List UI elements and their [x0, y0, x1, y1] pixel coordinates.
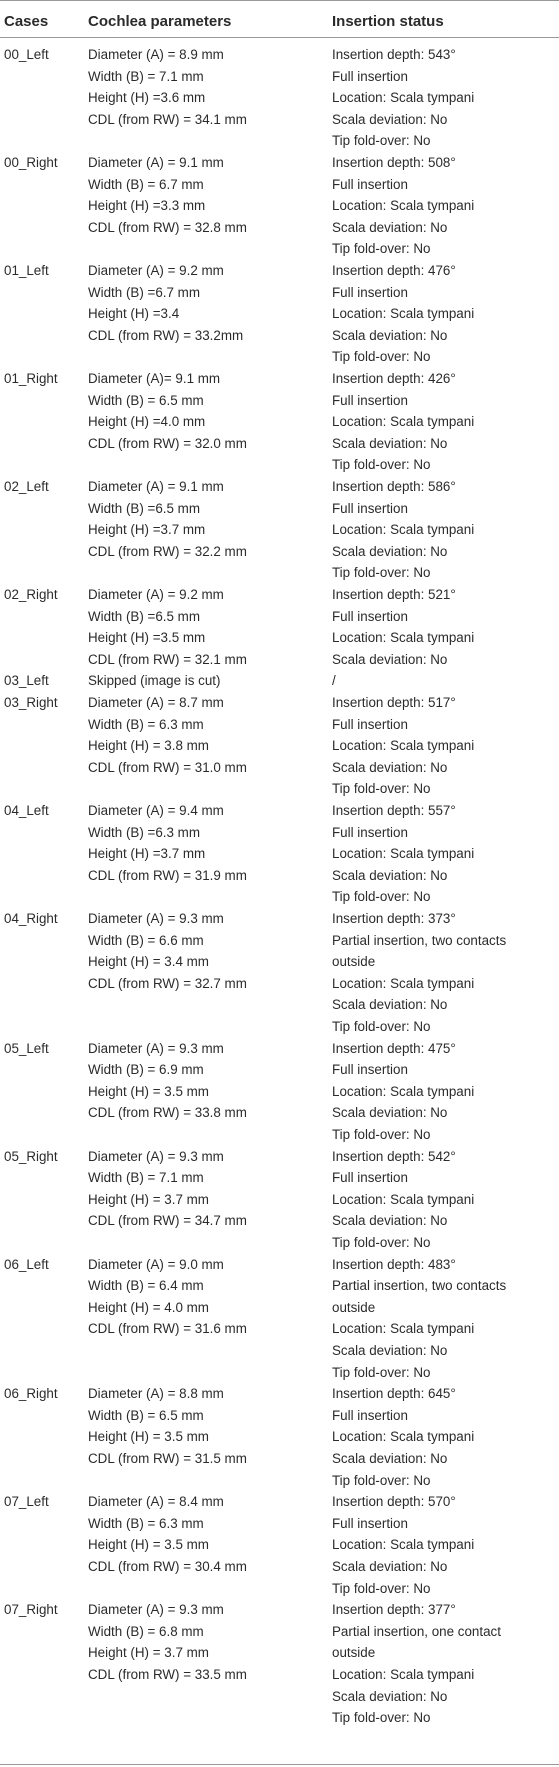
status-line: Scala deviation: No [332, 1688, 448, 1704]
table-row [0, 670, 559, 692]
status-line: Scala deviation: No [332, 1450, 448, 1466]
cochlea-parameters-cell [88, 908, 247, 994]
status-line: Tip fold-over: No [332, 1126, 431, 1142]
table-row [0, 1383, 559, 1491]
insertion-status-cell [332, 1491, 474, 1599]
parameter-line: Width (B) = 6.3 mm [88, 1515, 204, 1531]
parameter-line: CDL (from RW) = 33.2mm [88, 327, 244, 343]
case-cell [4, 1038, 49, 1060]
parameter-line: CDL (from RW) = 32.0 mm [88, 435, 247, 451]
parameter-line: Width (B) = 6.5 mm [88, 392, 204, 408]
status-line: Tip fold-over: No [332, 1472, 431, 1488]
status-line: Insertion depth: 377° [332, 1602, 456, 1618]
parameter-line: Width (B) =6.5 mm [88, 608, 200, 624]
status-line: Full insertion [332, 500, 408, 516]
parameter-line: Height (H) =3.4 [88, 306, 180, 322]
case-cell [4, 44, 49, 66]
status-line: Full insertion [332, 716, 408, 732]
parameter-line: Diameter (A)= 9.1 mm [88, 371, 221, 386]
case-label: 02_Left [4, 479, 49, 494]
parameter-line: CDL (from RW) = 31.9 mm [88, 867, 247, 883]
parameter-line: CDL (from RW) = 32.8 mm [88, 219, 247, 235]
insertion-status-cell [332, 476, 474, 584]
parameter-line: CDL (from RW) = 32.7 mm [88, 975, 247, 991]
insertion-status-cell [332, 670, 336, 692]
case-label: 00_Left [4, 47, 49, 62]
status-line: Tip fold-over: No [332, 457, 431, 473]
case-label: 06_Right [4, 1386, 58, 1402]
cochlea-parameters-cell [88, 1038, 247, 1124]
case-cell [4, 670, 49, 692]
parameter-line: Height (H) =3.7 mm [88, 846, 206, 862]
parameter-line: Width (B) = 6.5 mm [88, 1407, 204, 1423]
parameter-line: Width (B) = 6.9 mm [88, 1062, 204, 1078]
insertion-status-cell [332, 1383, 474, 1491]
parameter-line: Width (B) = 7.1 mm [88, 1170, 204, 1186]
status-line: Scala deviation: No [332, 219, 448, 235]
table-row [0, 1599, 559, 1729]
parameter-line: Diameter (A) = 9.0 mm [88, 1256, 224, 1272]
cochlea-parameters-cell [88, 1254, 247, 1340]
parameter-line: Diameter (A) = 8.8 mm [88, 1386, 224, 1402]
status-line: Tip fold-over: No [332, 565, 431, 581]
parameter-line: Diameter (A) = 9.3 mm [88, 1040, 224, 1056]
case-label: 04_Right [4, 910, 58, 926]
parameter-line: Width (B) = 6.6 mm [88, 932, 204, 948]
case-cell [4, 152, 58, 174]
status-line: Insertion depth: 508° [332, 155, 456, 170]
parameter-line: Height (H) = 3.5 mm [88, 1429, 209, 1445]
parameter-line: Diameter (A) = 8.4 mm [88, 1494, 224, 1510]
case-label: 05_Right [4, 1148, 58, 1164]
table-row [0, 368, 559, 476]
status-line: Location: Scala tympani [332, 738, 475, 754]
parameter-line: CDL (from RW) = 32.2 mm [88, 543, 247, 559]
cochlea-parameters-cell [88, 584, 247, 670]
status-line: Location: Scala tympani [332, 630, 475, 646]
case-label: 05_Left [4, 1040, 49, 1056]
table-row [0, 44, 559, 152]
status-line: Full insertion [332, 68, 408, 84]
status-line: Location: Scala tympani [332, 522, 475, 538]
parameter-line: Height (H) =3.6 mm [88, 90, 206, 106]
parameter-line: Height (H) =3.5 mm [88, 630, 206, 646]
status-line: Tip fold-over: No [332, 1018, 431, 1034]
cochlea-parameters-cell [88, 152, 247, 238]
cochlea-parameters-cell [88, 1491, 247, 1577]
table-row [0, 476, 559, 584]
parameter-line: CDL (from RW) = 33.8 mm [88, 1105, 247, 1121]
status-line: Tip fold-over: No [332, 1234, 431, 1250]
status-line: Location: Scala tympani [332, 975, 475, 991]
table-header [0, 12, 559, 32]
parameter-line: Height (H) = 3.8 mm [88, 738, 209, 754]
bottom-rule [0, 1764, 559, 1765]
case-label: 02_Right [4, 587, 58, 602]
status-line: outside [332, 1299, 376, 1315]
cochlea-parameters-cell [88, 1146, 247, 1232]
parameter-line: CDL (from RW) = 32.1 mm [88, 651, 247, 667]
table-row [0, 1491, 559, 1599]
status-line: Insertion depth: 426° [332, 371, 456, 386]
case-cell [4, 1254, 49, 1276]
status-line: Scala deviation: No [332, 111, 448, 127]
table-row [0, 908, 559, 1038]
parameter-line: CDL (from RW) = 31.5 mm [88, 1450, 247, 1466]
insertion-status-cell [332, 44, 474, 152]
case-label: 06_Left [4, 1256, 49, 1272]
parameter-line: CDL (from RW) = 33.5 mm [88, 1666, 247, 1682]
status-line: Full insertion [332, 1407, 408, 1423]
insertion-status-cell [332, 584, 474, 670]
status-line: Insertion depth: 586° [332, 479, 456, 494]
status-line: Tip fold-over: No [332, 241, 431, 257]
parameter-line: Width (B) = 7.1 mm [88, 68, 204, 84]
status-line: Location: Scala tympani [332, 1666, 475, 1682]
table-row [0, 584, 559, 670]
case-cell [4, 692, 58, 714]
status-line: Location: Scala tympani [332, 198, 475, 214]
top-rule [0, 0, 559, 1]
case-cell [4, 584, 58, 606]
case-cell [4, 260, 49, 282]
insertion-status-cell [332, 1599, 501, 1729]
status-line: Full insertion [332, 824, 408, 840]
status-line: Partial insertion, two contacts [332, 932, 507, 948]
header-insertion-status: Insertion status [332, 13, 444, 30]
status-line: Scala deviation: No [332, 1105, 448, 1121]
status-line: Location: Scala tympani [332, 90, 475, 106]
parameter-line: Width (B) = 6.7 mm [88, 176, 204, 192]
parameter-line: Height (H) = 3.5 mm [88, 1537, 209, 1553]
cochlea-parameters-cell [88, 692, 247, 778]
status-line: Scala deviation: No [332, 651, 448, 667]
case-label: 01_Right [4, 371, 58, 386]
parameter-line: Width (B) = 6.4 mm [88, 1278, 204, 1294]
status-line: Scala deviation: No [332, 997, 448, 1013]
parameter-line: Diameter (A) = 9.1 mm [88, 479, 224, 494]
insertion-status-cell [332, 368, 474, 476]
cochlea-parameters-cell [88, 800, 247, 886]
status-line: Tip fold-over: No [332, 1580, 431, 1596]
parameter-line: Height (H) = 4.0 mm [88, 1299, 209, 1315]
insertion-status-cell [332, 908, 506, 1038]
status-line: Location: Scala tympani [332, 1191, 475, 1207]
parameter-line: CDL (from RW) = 30.4 mm [88, 1558, 247, 1574]
status-line: Location: Scala tympani [332, 414, 475, 430]
case-cell [4, 800, 49, 822]
status-line: Location: Scala tympani [332, 1083, 475, 1099]
case-cell [4, 368, 58, 390]
parameter-line: Width (B) = 6.8 mm [88, 1623, 204, 1639]
parameter-line: Height (H) =3.7 mm [88, 522, 206, 538]
status-line: Full insertion [332, 284, 408, 300]
status-line: Full insertion [332, 1170, 408, 1186]
status-line: Insertion depth: 645° [332, 1386, 456, 1402]
status-line: Scala deviation: No [332, 1558, 448, 1574]
status-line: Tip fold-over: No [332, 1364, 431, 1380]
status-line: Location: Scala tympani [332, 306, 475, 322]
status-line: Tip fold-over: No [332, 349, 431, 365]
status-line: Insertion depth: 543° [332, 47, 456, 62]
status-line: outside [332, 954, 376, 970]
status-line: Scala deviation: No [332, 435, 448, 451]
parameter-line: Diameter (A) = 8.7 mm [88, 694, 224, 710]
insertion-status-cell [332, 152, 474, 260]
insertion-status-cell [332, 1254, 506, 1384]
status-line: Tip fold-over: No [332, 889, 431, 905]
parameter-line: Width (B) =6.3 mm [88, 824, 200, 840]
status-line: Insertion depth: 521° [332, 587, 456, 602]
status-line: Partial insertion, two contacts [332, 1278, 507, 1294]
parameter-line: Width (B) =6.7 mm [88, 284, 200, 300]
parameter-line: Height (H) = 3.7 mm [88, 1645, 209, 1661]
parameter-line: Diameter (A) = 9.3 mm [88, 1148, 224, 1164]
insertion-status-cell [332, 260, 474, 368]
status-line: Location: Scala tympani [332, 1321, 475, 1337]
case-cell [4, 1599, 58, 1621]
status-line: Location: Scala tympani [332, 1537, 475, 1553]
status-line: Insertion depth: 476° [332, 263, 456, 278]
status-line: Scala deviation: No [332, 327, 448, 343]
insertion-status-cell [332, 1146, 474, 1254]
status-line: Insertion depth: 557° [332, 802, 456, 818]
header-rule [0, 37, 559, 38]
status-line: Tip fold-over: No [332, 133, 431, 149]
status-line: Full insertion [332, 608, 408, 624]
status-line: Scala deviation: No [332, 1342, 448, 1358]
status-line: Scala deviation: No [332, 543, 448, 559]
parameter-line: Diameter (A) = 9.3 mm [88, 1602, 224, 1618]
parameter-line: Diameter (A) = 9.2 mm [88, 587, 224, 602]
parameter-line: Height (H) = 3.4 mm [88, 954, 209, 970]
parameter-line: Diameter (A) = 9.3 mm [88, 910, 224, 926]
status-line: Partial insertion, one contact [332, 1623, 501, 1639]
status-line: Insertion depth: 570° [332, 1494, 456, 1510]
case-label: 00_Right [4, 155, 58, 170]
parameter-line: Width (B) =6.5 mm [88, 500, 200, 516]
cochlea-parameters-cell [88, 1383, 247, 1469]
cochlea-parameters-cell [88, 476, 247, 562]
status-line: Location: Scala tympani [332, 846, 475, 862]
status-line: Insertion depth: 483° [332, 1256, 456, 1272]
status-line: Insertion depth: 373° [332, 910, 456, 926]
status-line: Insertion depth: 475° [332, 1040, 456, 1056]
cochlea-parameters-cell [88, 1599, 247, 1685]
table-row [0, 692, 559, 800]
parameter-line: CDL (from RW) = 34.1 mm [88, 111, 247, 127]
case-label: 01_Left [4, 263, 49, 278]
parameter-line: Width (B) = 6.3 mm [88, 716, 204, 732]
insertion-status-cell [332, 800, 474, 908]
status-line: Scala deviation: No [332, 759, 448, 775]
table-row [0, 1146, 559, 1254]
status-line: Tip fold-over: No [332, 781, 431, 797]
parameter-line: Diameter (A) = 8.9 mm [88, 47, 224, 62]
status-line: Full insertion [332, 392, 408, 408]
case-label: 04_Left [4, 802, 49, 818]
status-line: outside [332, 1645, 376, 1661]
header-cochlea-parameters: Cochlea parameters [88, 13, 232, 30]
status-line: Scala deviation: No [332, 1213, 448, 1229]
table-row [0, 1038, 559, 1146]
insertion-status-cell [332, 692, 474, 800]
case-label: 07_Left [4, 1494, 49, 1510]
status-line: Scala deviation: No [332, 867, 448, 883]
table-row [0, 152, 559, 260]
status-line: Insertion depth: 517° [332, 694, 456, 710]
parameter-line: Height (H) = 3.5 mm [88, 1083, 209, 1099]
status-line: Location: Scala tympani [332, 1429, 475, 1445]
cochlea-parameters-cell [88, 260, 243, 346]
status-line: / [332, 673, 336, 689]
parameter-line: Skipped (image is cut) [88, 673, 221, 689]
header-cases: Cases [4, 13, 49, 30]
case-cell [4, 908, 58, 930]
cochlea-parameters-cell [88, 44, 247, 130]
case-label: 03_Right [4, 694, 58, 710]
table-row [0, 260, 559, 368]
insertion-status-cell [332, 1038, 474, 1146]
status-line: Full insertion [332, 1515, 408, 1531]
parameter-line: Diameter (A) = 9.1 mm [88, 155, 224, 170]
table-row [0, 1254, 559, 1384]
cochlea-parameters-cell [88, 368, 247, 454]
cochlea-parameters-cell [88, 670, 220, 692]
case-cell [4, 1383, 58, 1405]
table-row [0, 800, 559, 908]
status-line: Full insertion [332, 176, 408, 192]
case-cell [4, 476, 49, 498]
parameter-line: Height (H) =3.3 mm [88, 198, 206, 214]
table-body [0, 44, 559, 1729]
case-label: 07_Right [4, 1602, 58, 1618]
status-line: Full insertion [332, 1062, 408, 1078]
case-cell [4, 1146, 58, 1168]
case-cell [4, 1491, 49, 1513]
parameter-line: Height (H) =4.0 mm [88, 414, 206, 430]
parameter-line: Height (H) = 3.7 mm [88, 1191, 209, 1207]
case-label: 03_Left [4, 673, 49, 689]
parameter-line: CDL (from RW) = 34.7 mm [88, 1213, 247, 1229]
status-line: Tip fold-over: No [332, 1710, 431, 1726]
parameter-line: Diameter (A) = 9.4 mm [88, 802, 224, 818]
parameter-line: Diameter (A) = 9.2 mm [88, 263, 224, 278]
status-line: Insertion depth: 542° [332, 1148, 456, 1164]
parameter-line: CDL (from RW) = 31.0 mm [88, 759, 247, 775]
parameter-line: CDL (from RW) = 31.6 mm [88, 1321, 247, 1337]
